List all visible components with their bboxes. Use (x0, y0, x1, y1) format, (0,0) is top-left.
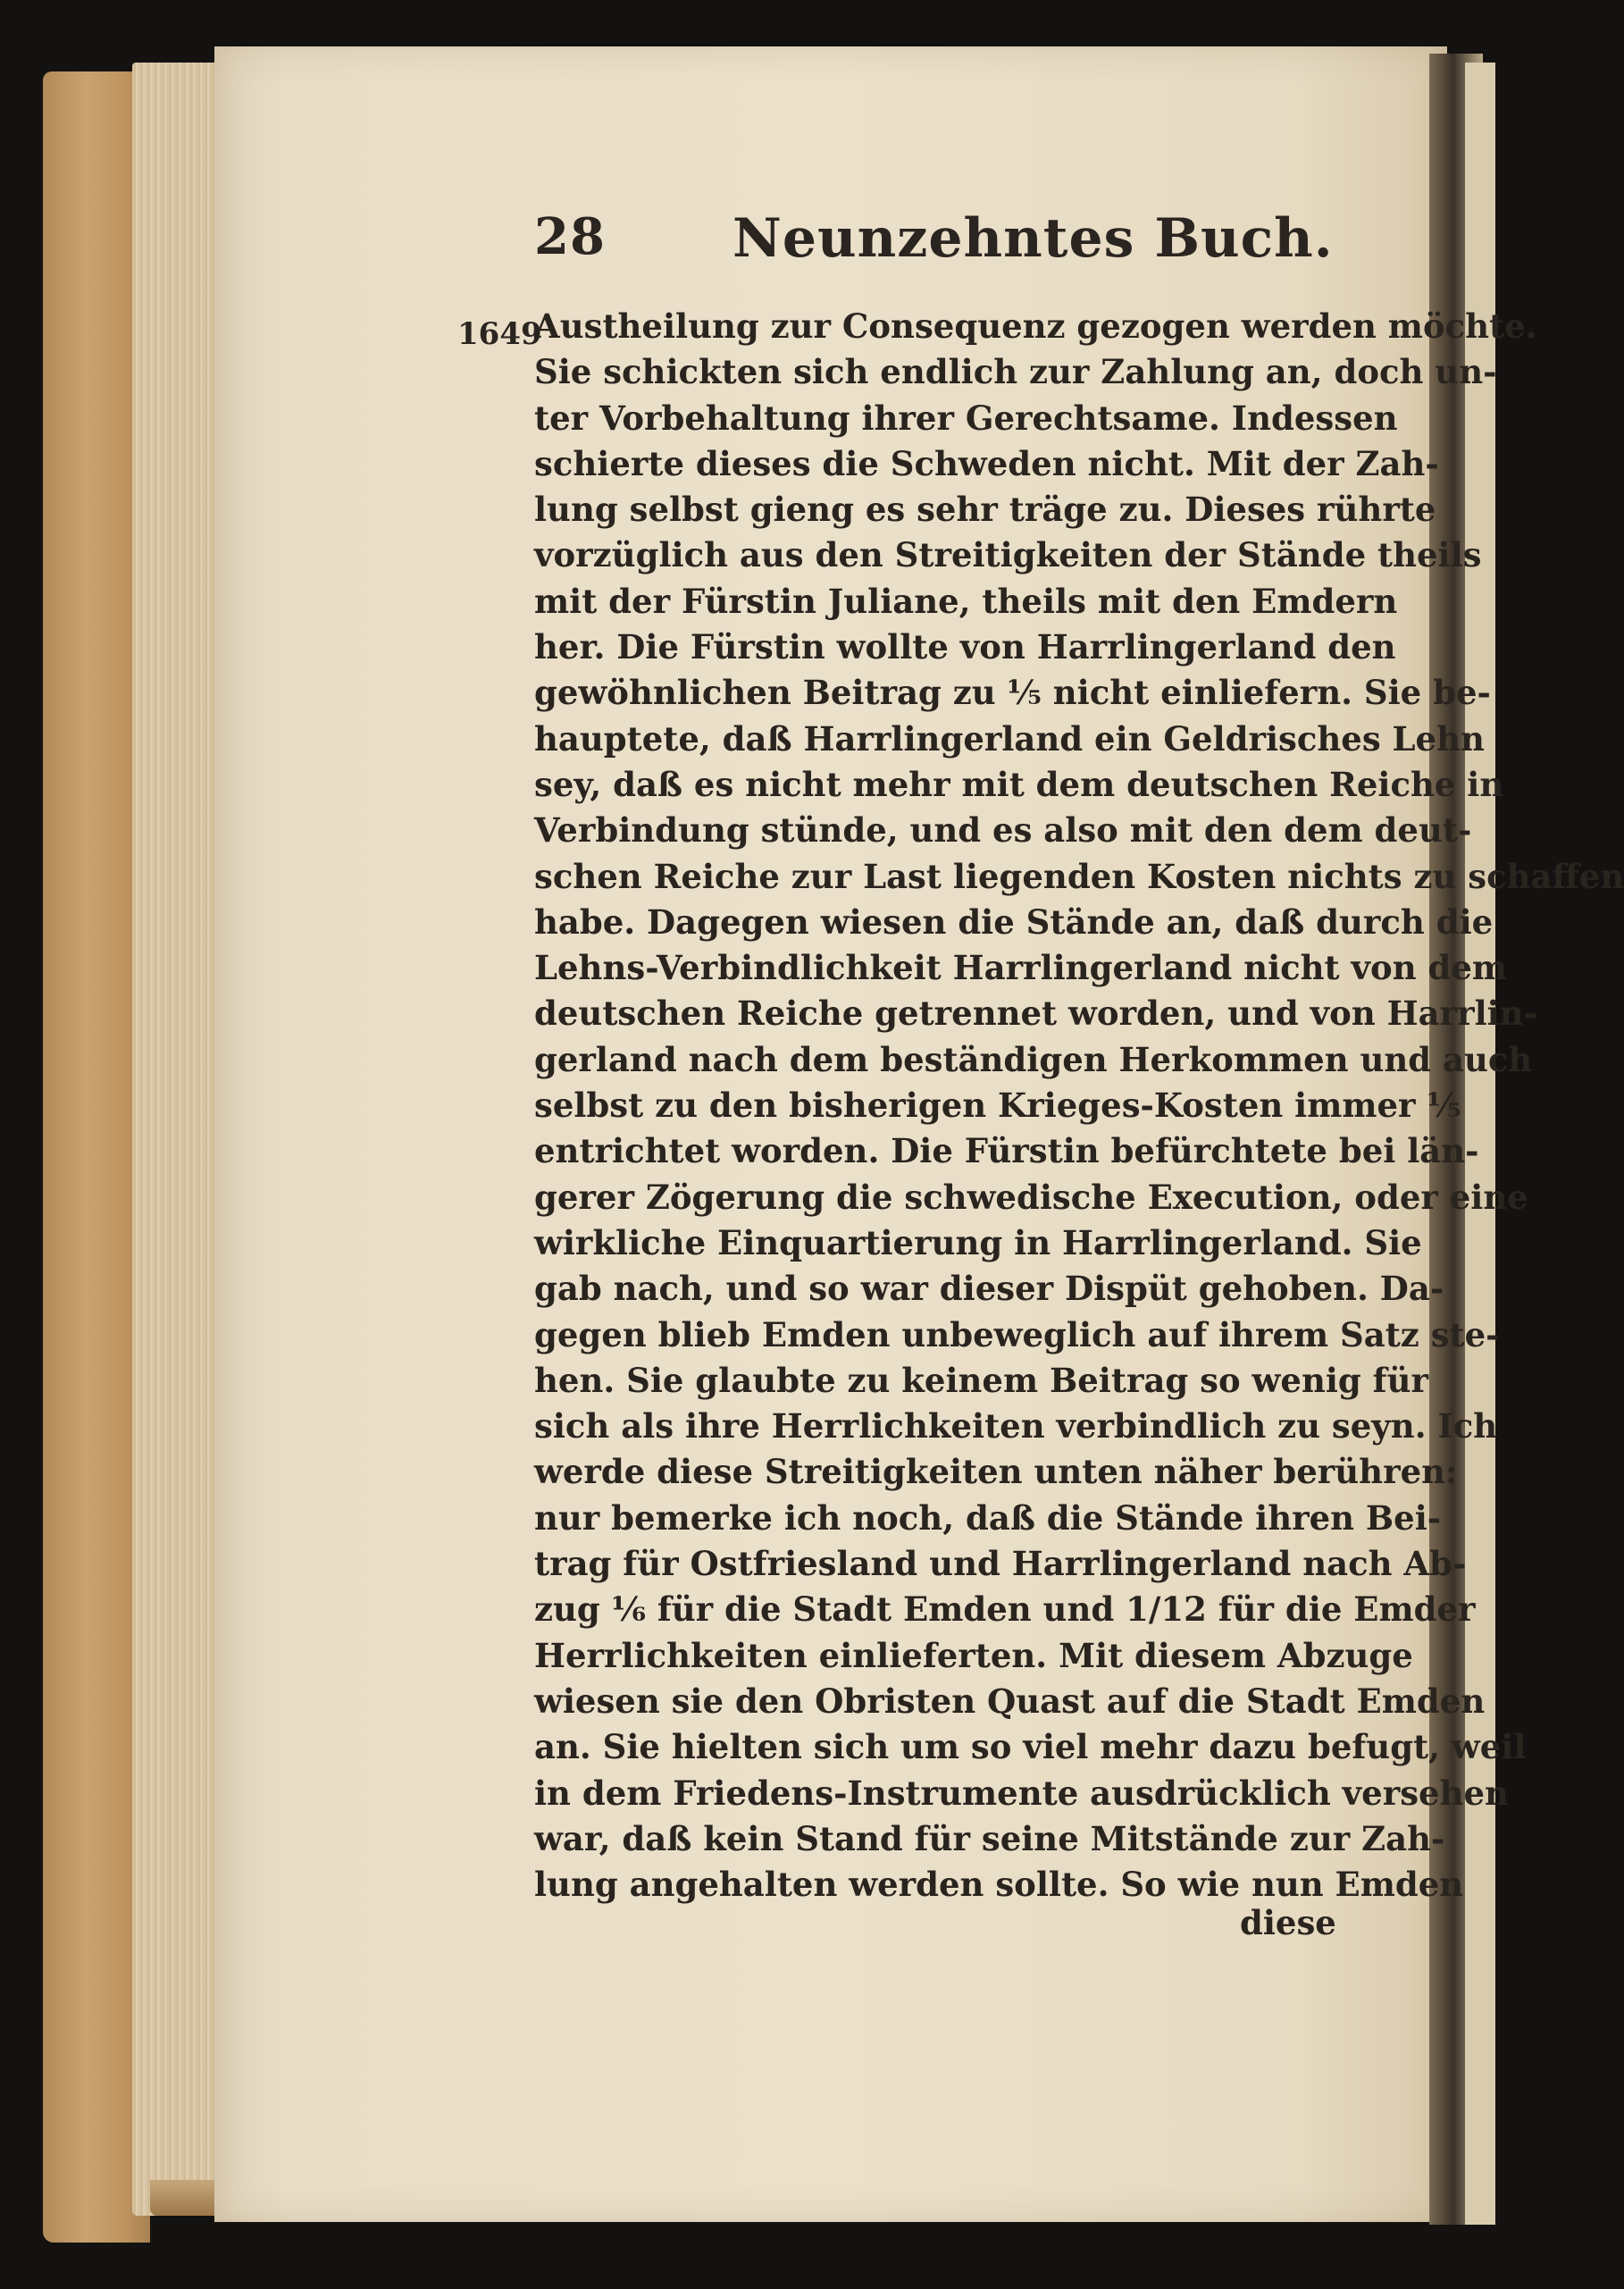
text-line: selbst zu den bisherigen Krieges-Kosten immer ⅕ (534, 1086, 1461, 1126)
page-number: 28 (534, 207, 606, 266)
text-line: Austheilung zur Consequenz gezogen werden möchte. (534, 306, 1537, 346)
text-line: Sie schickten sich endlich zur Zahlung an, doch un- (534, 352, 1497, 392)
running-head: Neunzehntes Buch. (732, 207, 1334, 270)
text-line: entrichtet worden. Die Fürstin befürchtete bei län- (534, 1131, 1479, 1171)
body-text (534, 304, 1624, 1908)
margin-year-marker: 1649 (457, 316, 542, 352)
text-line: lung selbst gieng es sehr träge zu. Dieses rührte (534, 490, 1436, 530)
text-line: schen Reiche zur Last liegenden Kosten nichts zu schaffen (534, 856, 1624, 896)
text-line: ter Vorbehaltung ihrer Gerechtsame. Indessen (534, 398, 1398, 438)
text-line: sey, daß es nicht mehr mit dem deutschen Reiche in (534, 764, 1504, 804)
text-line: deutschen Reiche getrennet worden, und von Harrlin- (534, 994, 1537, 1034)
text-line: schierte dieses die Schweden nicht. Mit der Zah- (534, 443, 1439, 483)
text-line: Herrlichkeiten einlieferten. Mit diesem Abzuge (534, 1635, 1413, 1675)
text-line: trag für Ostfriesland und Harrlingerland nach Ab- (534, 1544, 1467, 1584)
text-line: nur bemerke ich noch, daß die Stände ihren Bei- (534, 1497, 1442, 1538)
text-line: mit der Fürstin Juliane, theils mit den Emdern (534, 581, 1398, 621)
text-line: gerer Zögerung die schwedische Execution, oder eine (534, 1177, 1528, 1217)
text-line: gab nach, und so war dieser Dispüt gehoben. Da- (534, 1269, 1444, 1309)
text-line: vorzüglich aus den Streitigkeiten der Stände theils (534, 535, 1482, 575)
text-line: Verbindung stünde, und es also mit den dem deut- (534, 810, 1472, 851)
text-line: Lehns-Verbindlichkeit Harrlingerland nicht von dem (534, 948, 1508, 988)
text-line: an. Sie hielten sich um so viel mehr dazu befugt, weil (534, 1727, 1527, 1767)
text-line: habe. Dagegen wiesen die Stände an, daß durch die (534, 901, 1494, 942)
text-line: sich als ihre Herrlichkeiten verbindlich zu seyn. Ich (534, 1406, 1498, 1446)
text-line: hen. Sie glaubte zu keinem Beitrag so wenig für (534, 1360, 1428, 1400)
text-line: gerland nach dem beständigen Herkommen und auch (534, 1039, 1533, 1079)
text-line: wirkliche Einquartierung in Harrlingerland. Sie (534, 1222, 1422, 1262)
text-line: gewöhnlichen Beitrag zu ⅕ nicht einliefern. Sie be- (534, 673, 1491, 713)
text-line: zug ⅙ für die Stadt Emden und 1/12 für die Emder (534, 1589, 1476, 1630)
text-line: gegen blieb Emden unbeweglich auf ihrem Satz ste- (534, 1314, 1500, 1354)
text-line: her. Die Fürstin wollte von Harrlingerland den (534, 627, 1396, 667)
catchword: diese (1240, 1903, 1336, 1942)
text-line: lung angehalten werden sollte. So wie nun Emden (534, 1865, 1464, 1905)
text-line: hauptete, daß Harrlingerland ein Geldrisches Lehn (534, 718, 1485, 759)
text-line: in dem Friedens-Instrumente ausdrücklich versehen (534, 1773, 1509, 1813)
text-line: werde diese Streitigkeiten unten näher berühren: (534, 1452, 1458, 1492)
text-line: war, daß kein Stand für seine Mitstände zur Zah- (534, 1818, 1445, 1858)
text-line: wiesen sie den Obristen Quast auf die Stadt Emden (534, 1681, 1486, 1721)
